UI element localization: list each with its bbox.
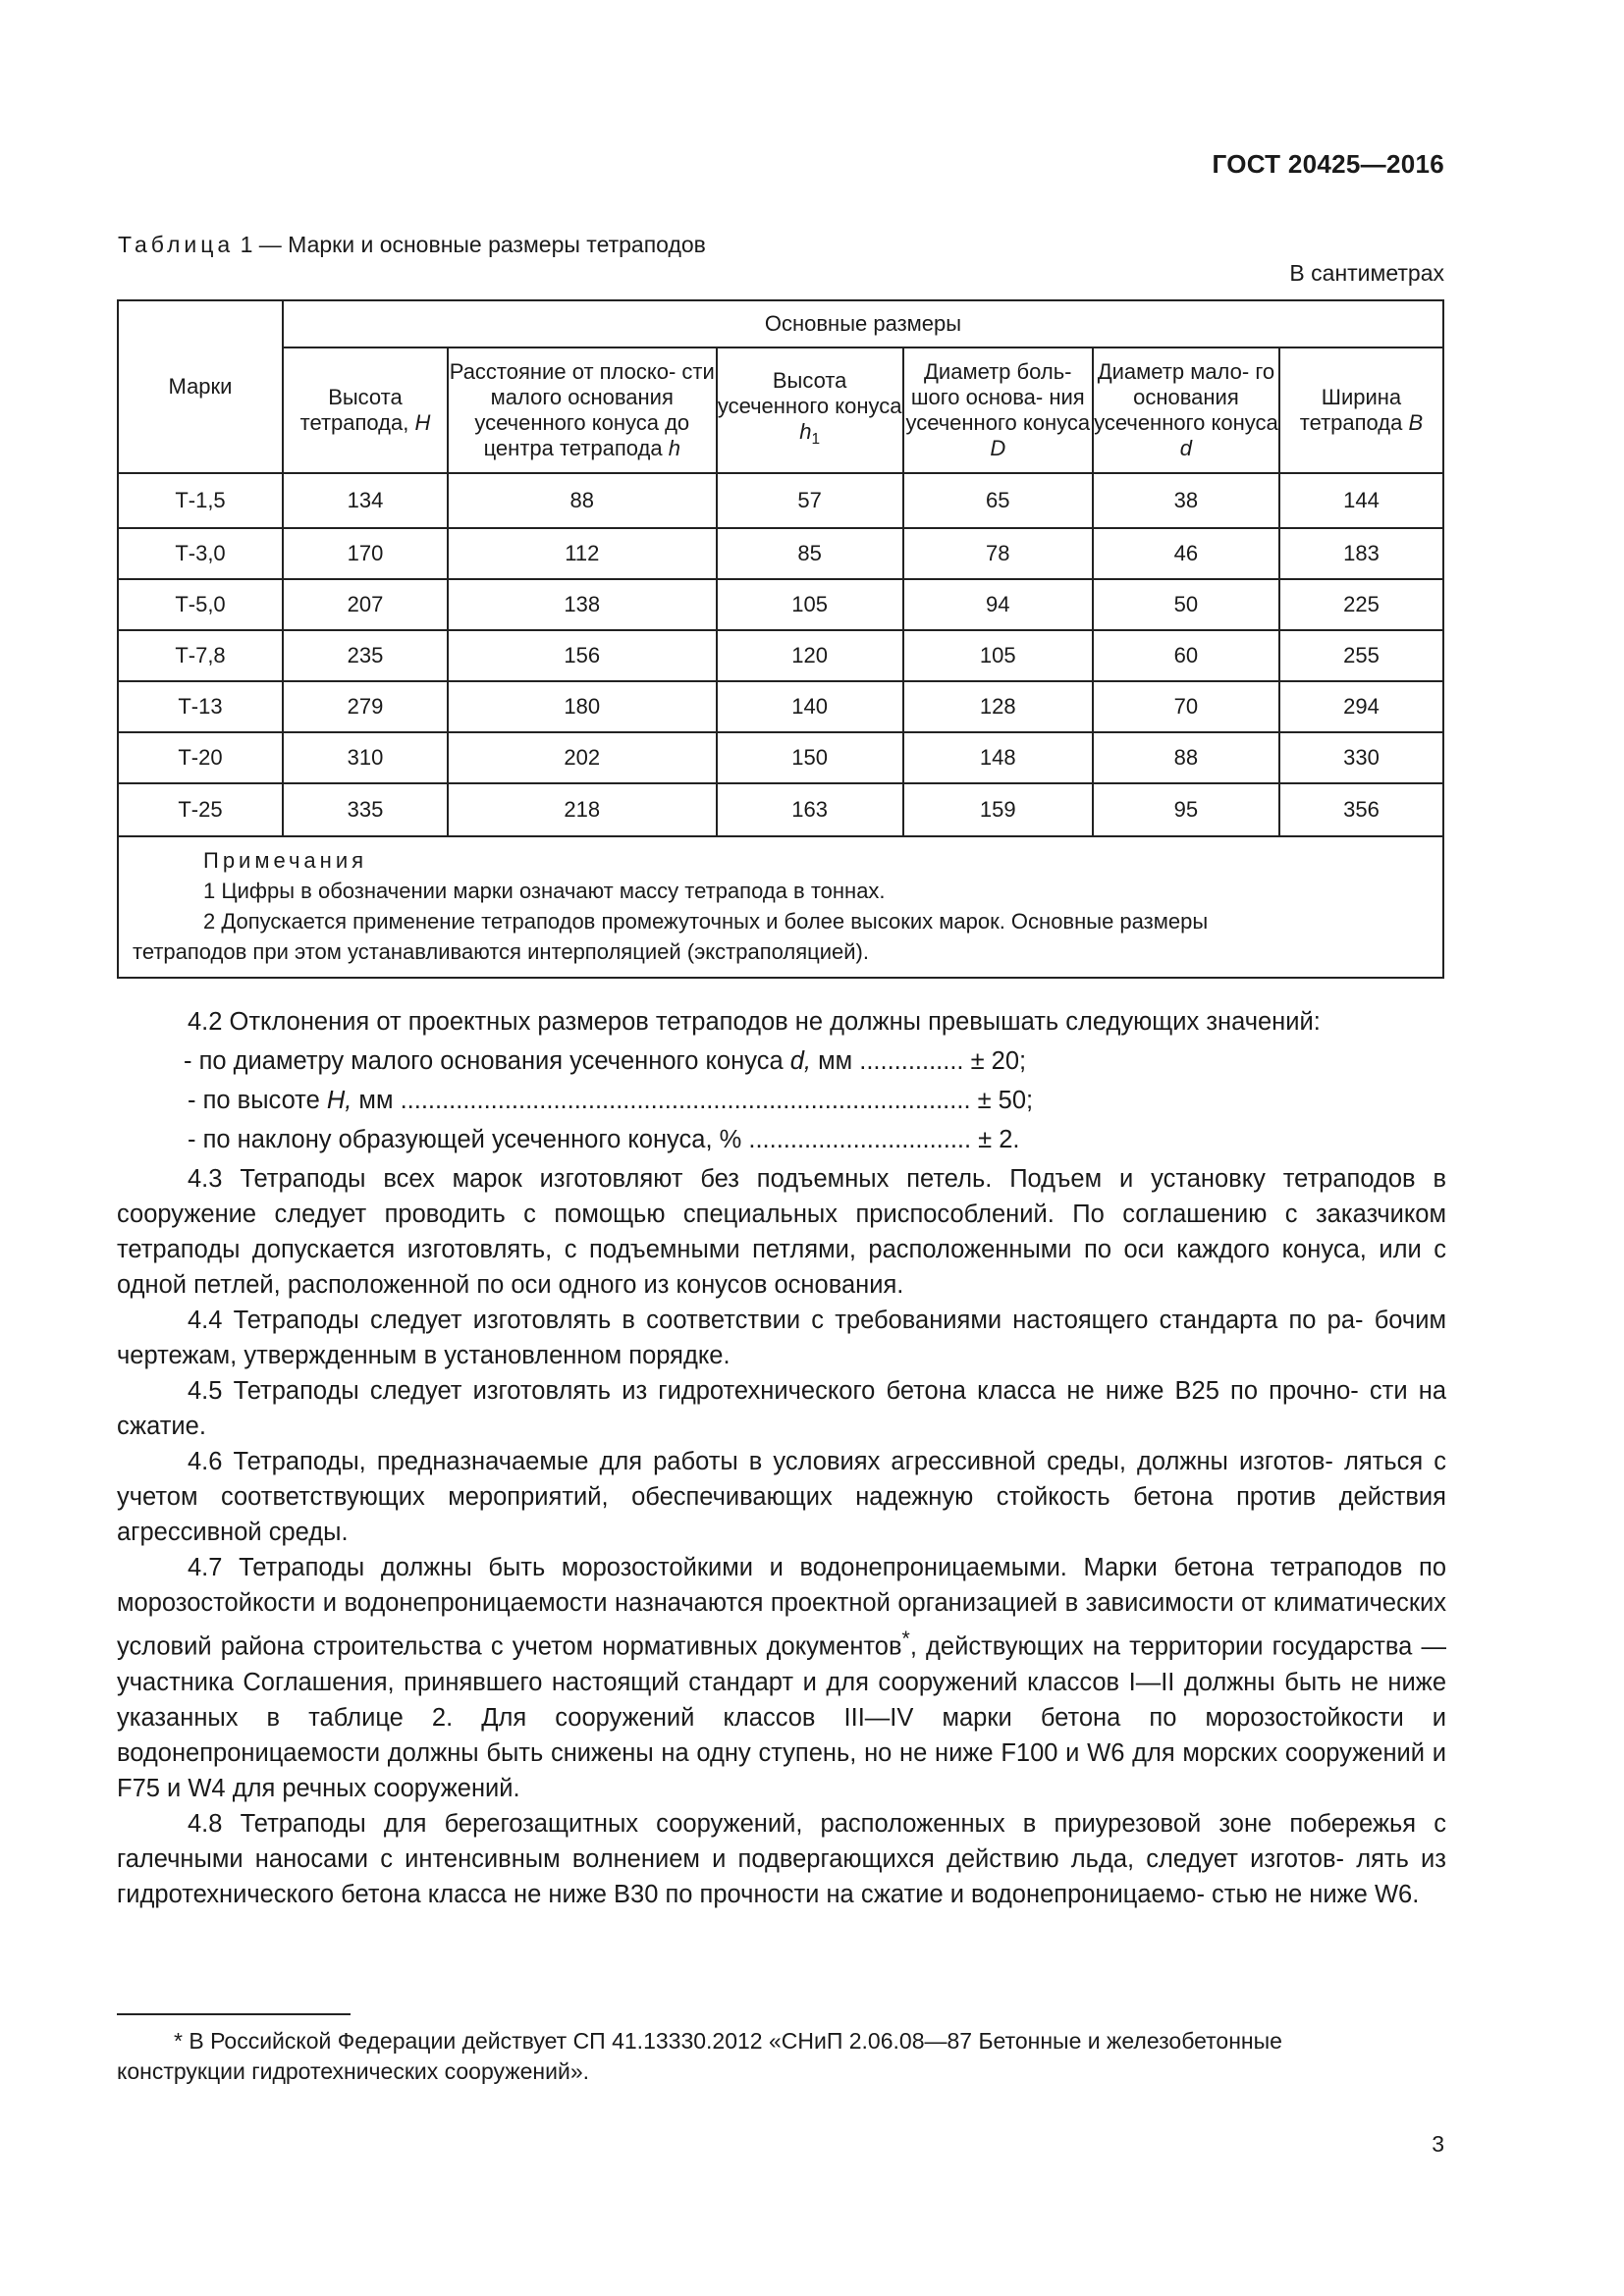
paragraph-4-5: 4.5 Тетраподы следует изготовлять из гидротехнического бетона класса не ниже B25 по прочно- сти на сжатие. [117, 1377, 1446, 1440]
table-cell: 105 [903, 630, 1093, 681]
table-cell: 65 [903, 473, 1093, 528]
table-cell: 134 [283, 473, 448, 528]
header-large-diameter: Диаметр боль- шого основа- ния усеченного конуса D [903, 347, 1093, 473]
table-cell: 159 [903, 783, 1093, 836]
table-cell: 60 [1093, 630, 1279, 681]
cell-mark: Т-13 [118, 681, 283, 732]
header-small-diameter: Диаметр мало- го основания усеченного конуса d [1093, 347, 1279, 473]
tolerance-height: - по высоте Н, мм .................................................................................. ± 50; [188, 1087, 1034, 1114]
table-cell: 310 [283, 732, 448, 783]
header-cone-height: Высота усеченного конуса $h_1$ [717, 347, 903, 473]
table-cell: 148 [903, 732, 1093, 783]
paragraph-4-4: 4.4 Тетраподы следует изготовлять в соответствии с требованиями настоящего стандарта по ра- бочим чертежам, утвержденным в установленном порядке. [117, 1307, 1446, 1369]
table-cell: 94 [903, 579, 1093, 630]
note-1: 1 Цифры в обозначении марки означают массу тетрапода в тоннах. [203, 879, 886, 903]
document-code: ГОСТ 20425—2016 [1212, 149, 1444, 179]
table-cell: 120 [717, 630, 903, 681]
table-cell: 183 [1279, 528, 1443, 579]
table-cell: 330 [1279, 732, 1443, 783]
paragraph-4-7: 4.7 Тетраподы должны быть морозостойкими и водонепроницаемыми. Марки бетона тетраподов по морозостойкости и водонепроницаемости назначаются проектной организацией в зависимости от климатических условий района строительства с учетом нормативных документов*, действующих на территории государства — участника Соглашения, принявшего настоящий стандарт и для сооружений классов I—II должны быть не ниже указанных в таблице 2. Для сооружений классов III—IV марки бетона по морозостойкости и водонепроницаемости должны быть снижены на одну ступень, но не ниже F100 и W6 для морских сооружений и F75 и W4 для речных сооружений. [117, 1554, 1446, 1802]
table-cell: 112 [448, 528, 717, 579]
cell-mark: Т-20 [118, 732, 283, 783]
table-cell: 207 [283, 579, 448, 630]
table-cell: 85 [717, 528, 903, 579]
column-headers [118, 347, 1443, 473]
tolerance-diameter: - по диаметру малого основания усеченного конуса d, мм ............... ± 20; [184, 1047, 1027, 1075]
table-row [118, 681, 1443, 732]
table-cell: 46 [1093, 528, 1279, 579]
cell-mark: Т-5,0 [118, 579, 283, 630]
table-cell: 294 [1279, 681, 1443, 732]
table-cell: 144 [1279, 473, 1443, 528]
table-cell: 128 [903, 681, 1093, 732]
cell-mark: Т-1,5 [118, 473, 283, 528]
table-row [118, 783, 1443, 836]
body-text [117, 1004, 1446, 1912]
table-cell: 138 [448, 579, 717, 630]
table-cell: 255 [1279, 630, 1443, 681]
table-cell: 95 [1093, 783, 1279, 836]
table-row [118, 732, 1443, 783]
table-cell: 163 [717, 783, 903, 836]
footnote-marker: * [901, 1627, 910, 1650]
table-cell: 150 [717, 732, 903, 783]
cell-mark: Т-7,8 [118, 630, 283, 681]
table-row [118, 630, 1443, 681]
header-marks: Марки [118, 300, 283, 473]
table-units: В сантиметрах [1289, 260, 1444, 286]
table-cell: 279 [283, 681, 448, 732]
header-width: Ширина тетрапода B [1279, 347, 1443, 473]
table-cell: 180 [448, 681, 717, 732]
table-caption-label: Таблица [118, 232, 235, 257]
table-cell: 335 [283, 783, 448, 836]
table-cell: 57 [717, 473, 903, 528]
header-height: Высота тетрапода, H [283, 347, 448, 473]
table-cell: 38 [1093, 473, 1279, 528]
table-cell: 88 [448, 473, 717, 528]
tetrapod-dimensions-table [117, 299, 1444, 979]
paragraph-4-2: 4.2 Отклонения от проектных размеров тетраподов не должны превышать следующих значений: [188, 1008, 1321, 1036]
table-cell: 170 [283, 528, 448, 579]
note-2: 2 Допускается применение тетраподов промежуточных и более высоких марок. Основные размеры тетраподов при этом устанавливаются интерполяцией (экстраполяцией). [133, 909, 1209, 964]
cell-mark: Т-3,0 [118, 528, 283, 579]
table-cell: 88 [1093, 732, 1279, 783]
table-cell: 218 [448, 783, 717, 836]
table-cell: 70 [1093, 681, 1279, 732]
footnote [117, 2026, 1446, 2087]
table-caption-title: 1 — Марки и основные размеры тетраподов [234, 232, 706, 257]
footnote-line-1: * В Российской Федерации действует СП 41.13330.2012 «СНиП 2.06.08—87 Бетонные и железобетонные [174, 2028, 1282, 2054]
header-distance: Расстояние от плоско- сти малого основания усеченного конуса до центра тетрапода h [448, 347, 717, 473]
table-caption [118, 232, 706, 258]
paragraph-4-8: 4.8 Тетраподы для берегозащитных сооружений, расположенных в приурезовой зоне побережья с галечными наносами с интенсивным волнением и подвергающихся действию льда, следует изготов- лять из гидротехнического бетона класса не ниже B30 по прочности на сжатие и водонепроницаемо- стью не ниже W6. [117, 1809, 1446, 1908]
table-cell: 225 [1279, 579, 1443, 630]
table-cell: 156 [448, 630, 717, 681]
table-cell: 78 [903, 528, 1093, 579]
footnote-line-2: конструкции гидротехнических сооружений». [117, 2058, 590, 2084]
table-cell: 356 [1279, 783, 1443, 836]
paragraph-4-6: 4.6 Тетраподы, предназначаемые для работы в условиях агрессивной среды, должны изготов- ляться с учетом соответствующих мероприятий, обеспечивающих надежную стойкость бетона против действия агрессивной среды. [117, 1448, 1446, 1546]
table-cell: 202 [448, 732, 717, 783]
notes-title: Примечания [203, 848, 368, 873]
tolerance-slope: - по наклону образующей усеченного конуса, % ................................ ± 2. [188, 1126, 1020, 1153]
table-row [118, 473, 1443, 528]
table-notes [118, 836, 1443, 978]
footnote-divider [117, 2013, 351, 2015]
page-number: 3 [1432, 2131, 1444, 2157]
table-cell: 50 [1093, 579, 1279, 630]
table-notes-row [118, 836, 1443, 978]
paragraph-4-3: 4.3 Тетраподы всех марок изготовляют без подъемных петель. Подъем и установку тетраподов в сооружение следует проводить с помощью специальных приспособлений. По соглашению с заказчиком тетраподы допускается изготовлять, с подъемными петлями, расположенными по оси каждого конуса, или с одной петлей, расположенной по оси одного из конусов основания. [117, 1165, 1446, 1299]
table-row [118, 579, 1443, 630]
cell-mark: Т-25 [118, 783, 283, 836]
table-cell: 235 [283, 630, 448, 681]
table-cell: 140 [717, 681, 903, 732]
table-cell: 105 [717, 579, 903, 630]
header-main-dimensions: Основные размеры [283, 300, 1443, 347]
table-row [118, 528, 1443, 579]
